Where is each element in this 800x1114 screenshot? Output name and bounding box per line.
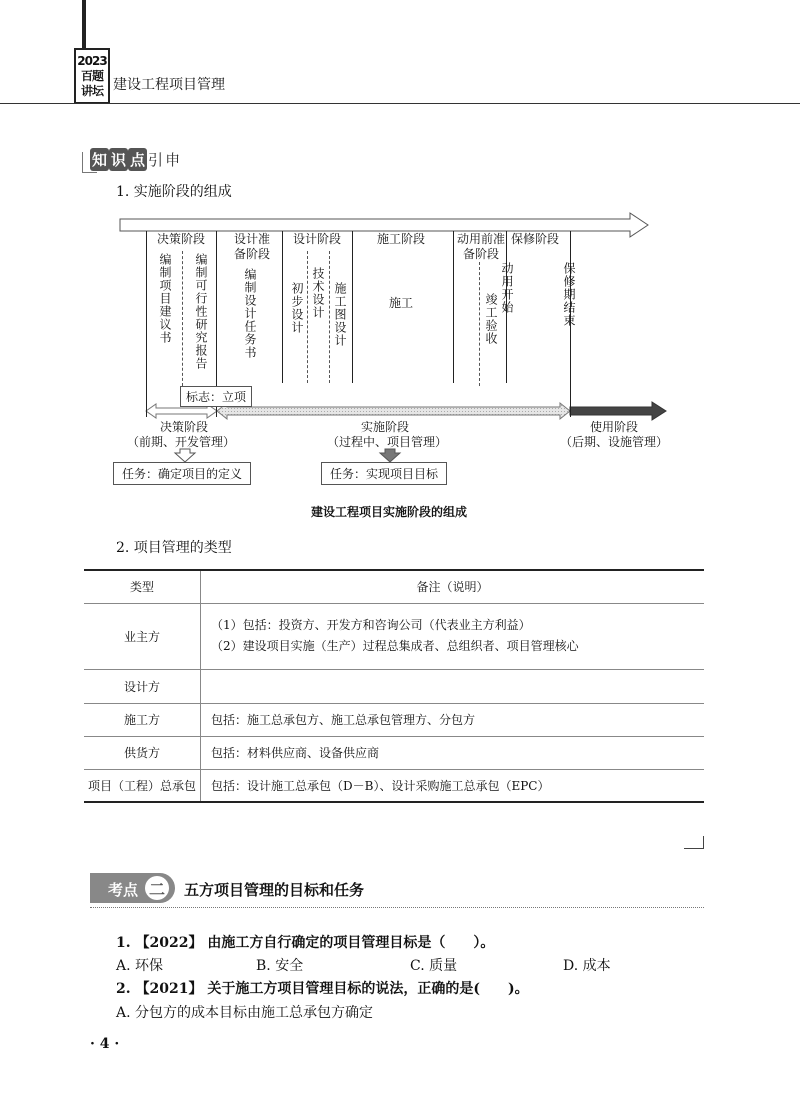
q1-option-a: A. 环保: [116, 958, 164, 974]
down-arrow-left: [175, 449, 195, 462]
phase-decision: 决策阶段: [160, 420, 209, 434]
book-tab-year: 2023: [77, 53, 107, 68]
cell-type: 项目（工程）总承包: [84, 769, 201, 802]
section2-heading: 2. 项目管理的类型: [116, 540, 232, 556]
phase-impl-sub: （过程中、项目管理）: [327, 435, 448, 449]
col-warranty: 保修阶段: [511, 232, 560, 246]
kaodian-label: 考点: [108, 881, 139, 899]
phase-use: 使用阶段: [590, 420, 639, 434]
badge-char-4: 引: [148, 150, 164, 169]
kaodian-divider: [90, 907, 704, 908]
v-tech: 技术设计: [311, 267, 325, 319]
divider-design: [352, 231, 353, 383]
col-pre-use: 动用前准 备阶段: [456, 232, 505, 261]
corner-mark: [684, 836, 704, 849]
q2-option-a: A. 分包方的成本目标由施工总承包方确定: [116, 1005, 374, 1021]
cell-type: 业主方: [84, 603, 201, 669]
v-proposal: 编制项目建议书: [158, 253, 172, 344]
question-2: 2. 【2021】 关于施工方项目管理目标的说法，正确的是( )。: [116, 981, 529, 997]
cell-note: 包括：设计施工总承包（D－B）、设计采购施工总承包（EPC）: [201, 769, 705, 802]
v-shop: 施工图设计: [333, 282, 347, 347]
cell-note: 包括：材料供应商、设备供应商: [201, 736, 705, 769]
construction-label: 施工: [389, 296, 414, 310]
implementation-phase-arrow: [217, 403, 570, 419]
divider-decision-start: [146, 231, 147, 417]
phase-impl: 实施阶段: [361, 420, 410, 434]
dashed-pre-use: [479, 262, 480, 386]
divider-design-prep: [282, 231, 283, 383]
kaodian-title: 五方项目管理的目标和任务: [184, 881, 365, 899]
col-design: 设计阶段: [293, 232, 342, 246]
badge-char-5: 申: [165, 150, 181, 169]
section1-heading: 1. 实施阶段的组成: [116, 184, 232, 200]
kaodian-number: 二: [145, 876, 169, 900]
th-type: 类型: [84, 570, 201, 603]
task-left: 任务：确定项目的定义: [113, 462, 251, 485]
v-prelim: 初步设计: [290, 282, 304, 334]
cell-type: 供货方: [84, 736, 201, 769]
diagram-caption: 建设工程项目实施阶段的组成: [311, 505, 468, 519]
col-decision: 决策阶段: [157, 232, 206, 246]
task-mid: 任务：实现项目目标: [321, 462, 447, 485]
cell-note: [201, 669, 705, 703]
table-row: [84, 736, 704, 769]
question-1: 1. 【2022】 由施工方自行确定的项目管理目标是（ ）。: [116, 935, 495, 951]
q1-option-d: D. 成本: [563, 958, 611, 974]
phase-use-sub: （后期、设施管理）: [560, 435, 669, 449]
q1-option-b: B. 安全: [256, 958, 304, 974]
pm-types-table: [84, 569, 704, 803]
dashed-decision: [182, 251, 183, 386]
q1-option-c: C. 质量: [410, 958, 458, 974]
v-start-use: 动用开始: [500, 262, 514, 314]
book-tab-line2: 百题: [80, 68, 103, 83]
badge-char-3: 点: [128, 148, 147, 171]
cell-type: 设计方: [84, 669, 201, 703]
col-design-prep: 设计准 备阶段: [233, 232, 270, 261]
v-acceptance: 竣工验收: [484, 293, 498, 345]
th-note: 备注（说明）: [201, 570, 705, 603]
phase-decision-sub: （前期、开发管理）: [127, 435, 236, 449]
header-title: 建设工程项目管理: [113, 77, 225, 93]
dashed-design-2: [329, 251, 330, 383]
use-phase-arrow: [570, 402, 666, 420]
note-line-1: （1）包括：投资方、开发方和咨询公司（代表业主方利益）: [211, 618, 531, 632]
badge-char-2: 识: [109, 148, 128, 171]
v-design-task: 编制设计任务书: [243, 268, 257, 359]
table-row: [84, 769, 704, 802]
cell-type: 施工方: [84, 703, 201, 736]
cell-note: [201, 603, 705, 669]
page-number: · 4 ·: [90, 1036, 120, 1052]
table-row: [84, 603, 704, 669]
note-line-2: （2）建设项目实施（生产）过程总集成者、总组织者、项目管理核心: [211, 639, 579, 653]
dashed-design-1: [307, 251, 308, 383]
table-row: [84, 669, 704, 703]
table-row: [84, 703, 704, 736]
book-tab-line3: 讲坛: [80, 83, 103, 98]
badge-char-1: 知: [90, 148, 109, 171]
cell-note: 包括：施工总承包方、施工总承包管理方、分包方: [201, 703, 705, 736]
v-feasibility: 编制可行性研究报告: [194, 253, 208, 370]
sign-box: 标志：立项: [180, 386, 252, 407]
down-arrow-mid: [380, 449, 400, 462]
col-construction: 施工阶段: [377, 232, 426, 246]
v-warranty-end: 保修期结束: [562, 262, 576, 327]
table-header-row: [84, 570, 704, 603]
